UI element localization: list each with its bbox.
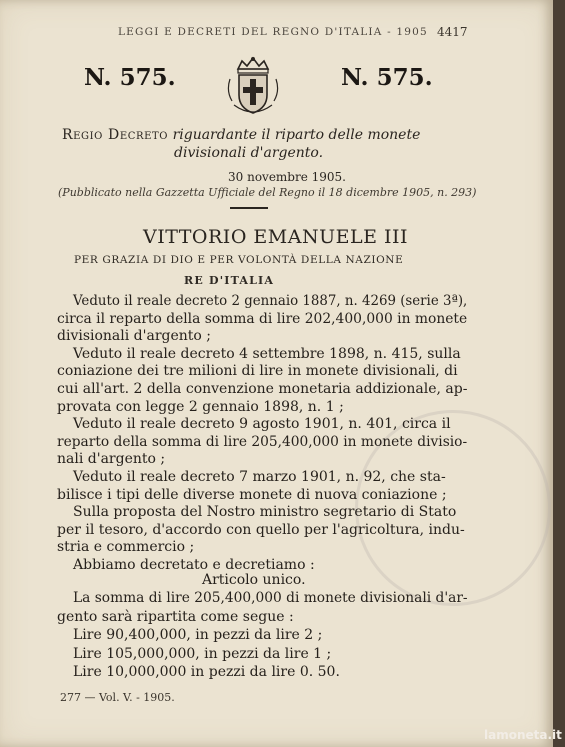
divider: [230, 207, 268, 209]
royal-crest-icon: [224, 53, 282, 119]
preamble-line: circa il reparto della somma di lire 202,400,000 in monete: [57, 310, 468, 327]
footer-volume: 277 — Vol. V. - 1905.: [60, 691, 175, 704]
sovereign-grace: PER GRAZIA DI DIO E PER VOLONTÀ DELLA NAZIONE: [74, 254, 404, 266]
sovereign-name: VITTORIO EMANUELE III: [143, 226, 409, 248]
running-head: LEGGI E DECRETI DEL REGNO D'ITALIA - 1905: [118, 26, 428, 38]
decree-date: 30 novembre 1905.: [228, 170, 346, 184]
article-line: La somma di lire 205,400,000 di monete divisionali d'ar-: [73, 590, 468, 606]
preamble-line: divisionali d'argento ;: [57, 328, 212, 345]
preamble-line: bilisce i tipi delle diverse monete di nuova coniazione ;: [57, 486, 447, 503]
preamble-line: Sulla proposta del Nostro ministro segretario di Stato: [73, 504, 457, 521]
decree-title-line1: [62, 127, 420, 143]
preamble-line: Veduto il reale decreto 4 settembre 1898, n. 415, sulla: [73, 345, 461, 362]
preamble-line: coniazione dei tre milioni di lire in monete divisionali, di: [57, 363, 458, 380]
article-line: Lire 10,000,000 in pezzi da lire 0. 50.: [73, 664, 340, 681]
preamble-line: nali d'argento ;: [57, 451, 166, 468]
scan-edge: [553, 0, 565, 747]
sovereign-title: RE D'ITALIA: [184, 274, 275, 287]
preamble-line: provata con legge 2 gennaio 1898, n. 1 ;: [57, 398, 344, 415]
article-line: Lire 90,400,000, in pezzi da lire 2 ;: [73, 627, 323, 644]
preamble-line: reparto della somma di lire 205,400,000 in monete divisio-: [57, 433, 468, 450]
page-number: 4417: [437, 25, 468, 39]
decree-number-left: N. 575.: [84, 64, 176, 91]
preamble-line: stria e commercio ;: [57, 539, 195, 556]
preamble-line: Veduto il reale decreto 7 marzo 1901, n. 92, che sta-: [73, 469, 446, 485]
decree-title-line2: divisionali d'argento.: [174, 145, 324, 161]
decree-title-rest: riguardante il riparto delle monete: [172, 127, 421, 143]
preamble-line: per il tesoro, d'accordo con quello per l'agricoltura, indu-: [57, 521, 465, 538]
article-line: Lire 105,000,000, in pezzi da lire 1 ;: [73, 645, 332, 662]
preamble-line: Veduto il reale decreto 9 agosto 1901, n. 401, circa il: [73, 416, 451, 433]
decree-number-right: N. 575.: [341, 64, 433, 91]
preamble-line: cui all'art. 2 della convenzione monetaria addizionale, ap-: [57, 381, 468, 397]
article-heading: Articolo unico.: [202, 572, 306, 588]
article-line: gento sarà ripartita come segue :: [57, 608, 294, 625]
decree-title-prefix: Regio Decreto: [62, 127, 169, 143]
preamble-line: Veduto il reale decreto 2 gennaio 1887, n. 4269 (serie 3ª),: [73, 293, 468, 309]
publication-note: (Pubblicato nella Gazzetta Ufficiale del Regno il 18 dicembre 1905, n. 293): [58, 186, 477, 199]
preamble-line: Abbiamo decretato e decretiamo :: [73, 557, 315, 573]
watermark: lamoneta.it: [484, 728, 562, 742]
